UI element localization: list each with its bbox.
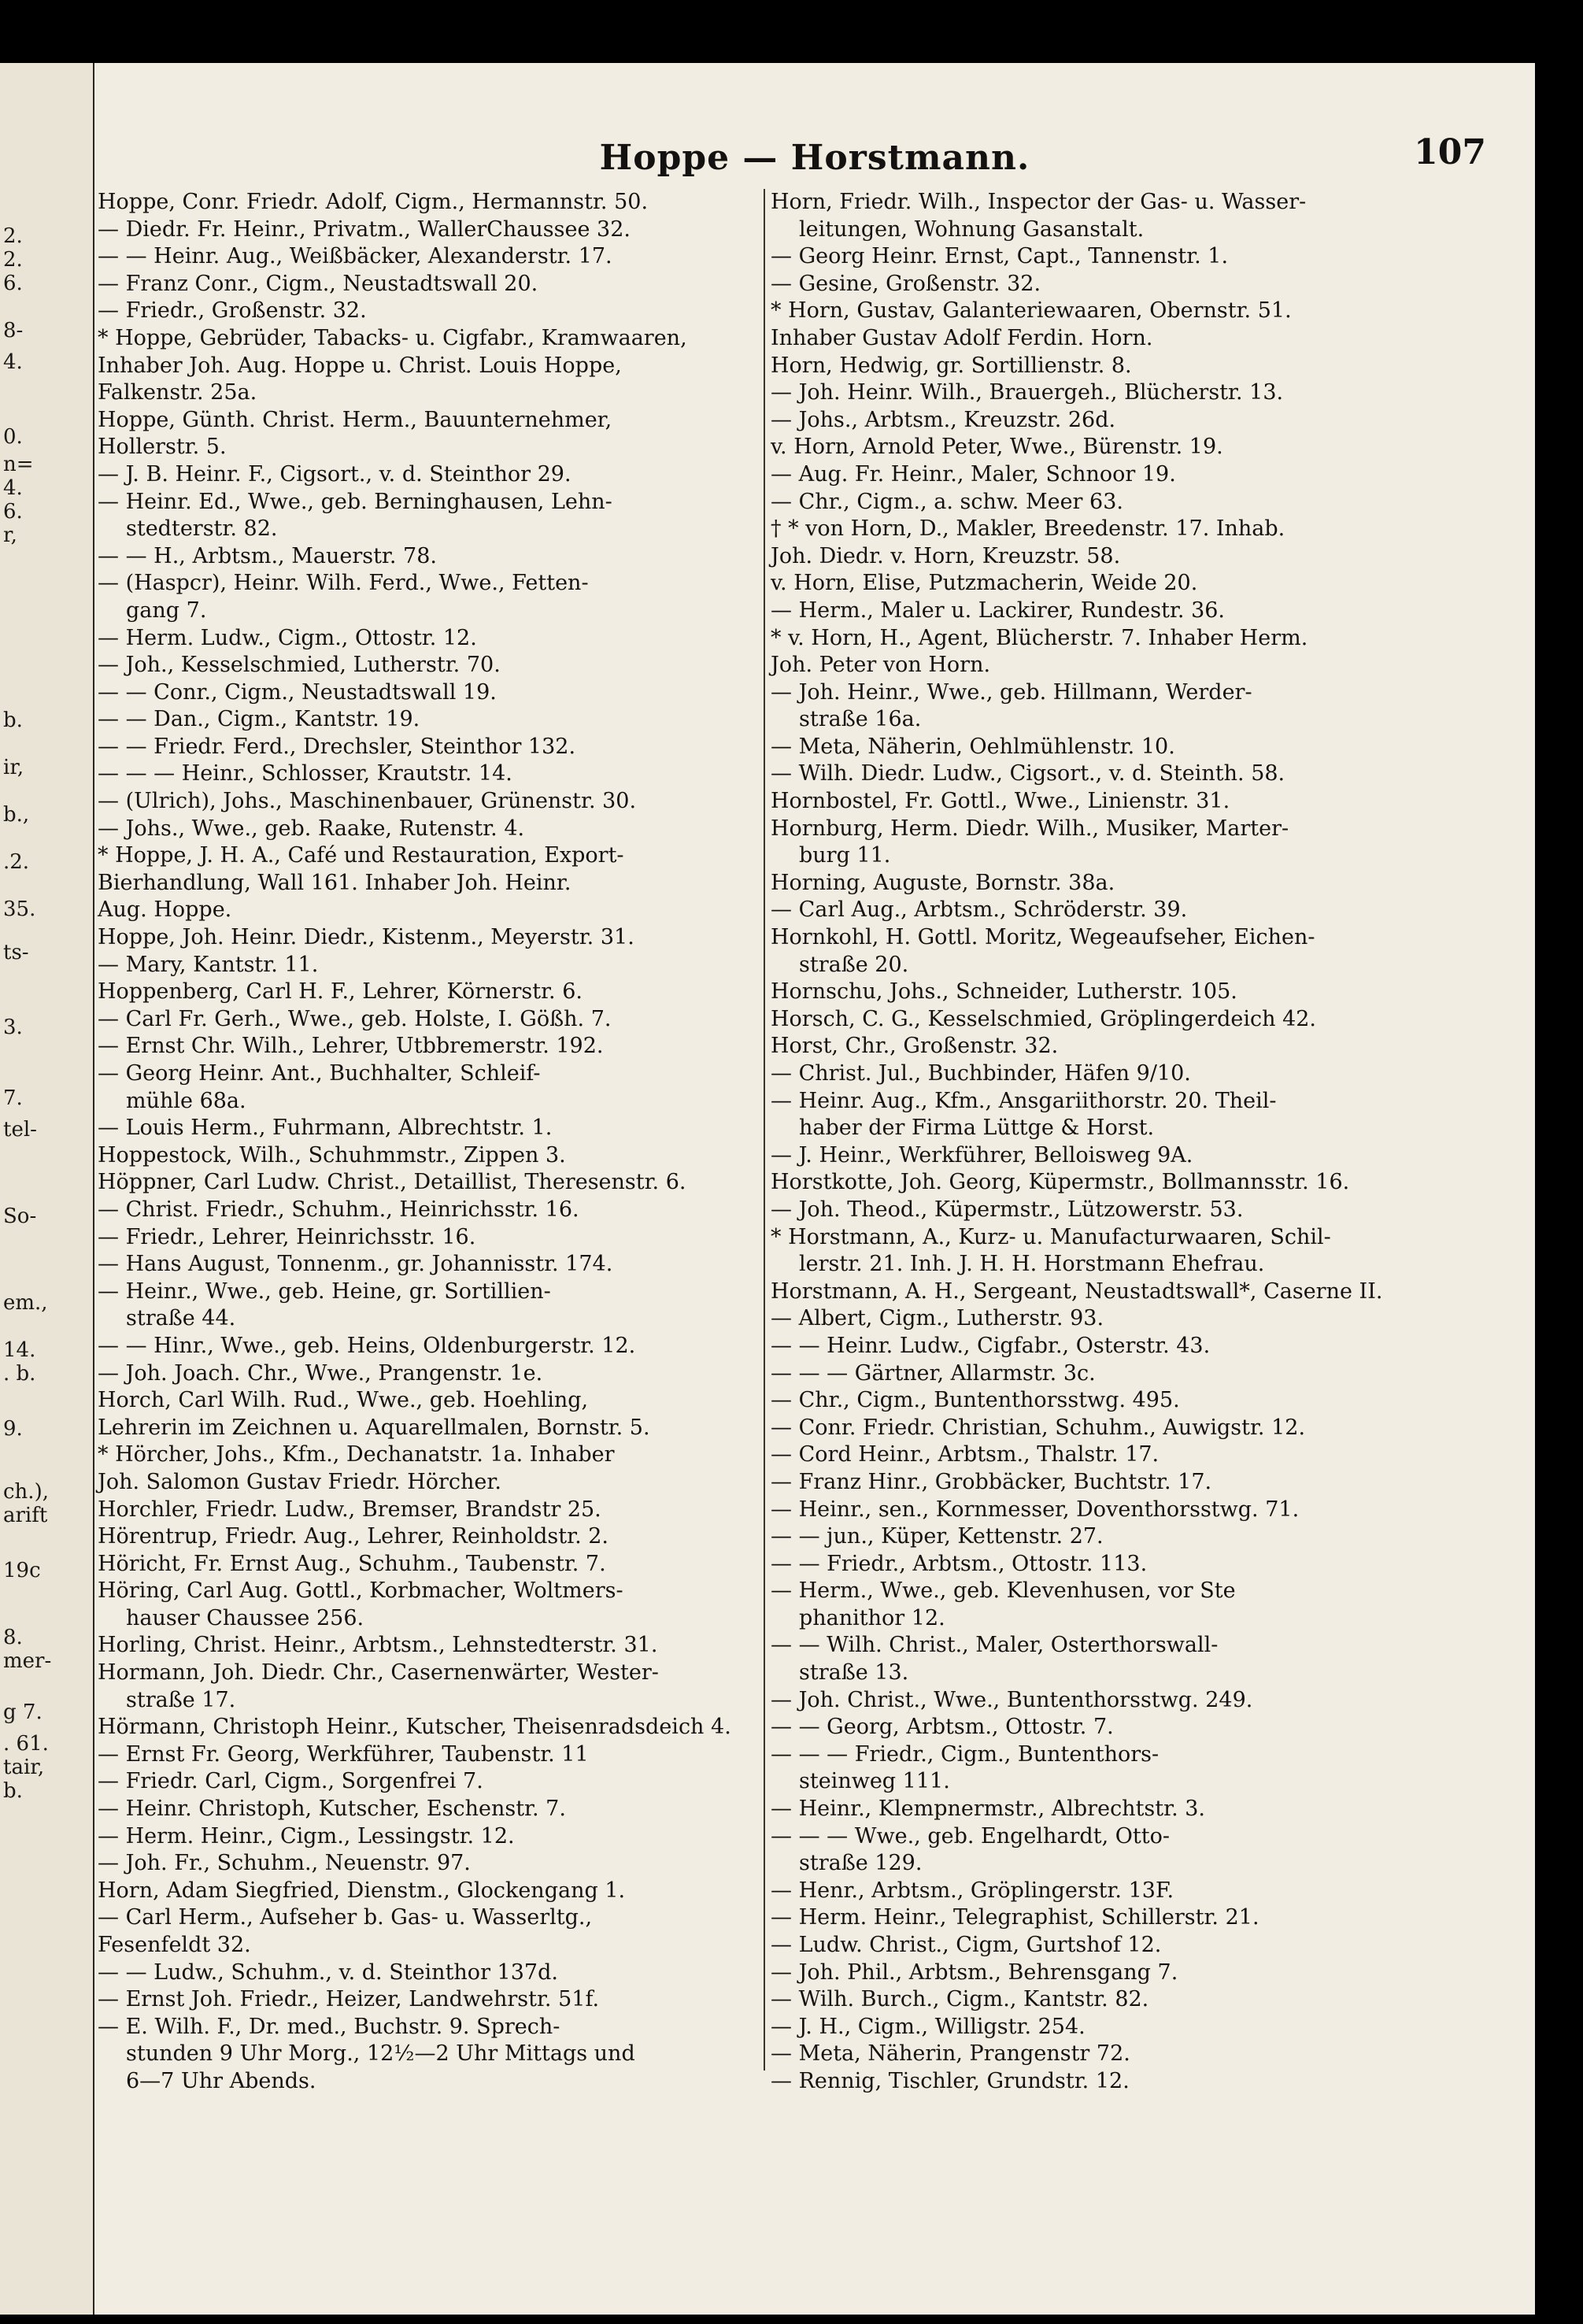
directory-entry-line: — J. Heinr., Werkführer, Belloisweg 9A. bbox=[771, 1142, 1193, 1168]
directory-entry-line: Hoppe, Günth. Christ. Herm., Bauunternehmer, bbox=[98, 407, 612, 432]
directory-entry-line: — — jun., Küper, Kettenstr. 27. bbox=[771, 1524, 1104, 1549]
directory-entry-line: Hormann, Joh. Diedr. Chr., Casernenwärter, Wester- bbox=[98, 1660, 659, 1686]
directory-entry-line: — Hans August, Tonnenm., gr. Johannisstr. 174. bbox=[98, 1252, 613, 1277]
directory-entry-line: — Heinr. Christoph, Kutscher, Eschenstr. 7. bbox=[98, 1797, 566, 1822]
sliver-text: 35. bbox=[3, 897, 36, 921]
directory-entry-line: gang 7. bbox=[126, 598, 207, 623]
directory-entry-line: — Cord Heinr., Arbtsm., Thalstr. 17. bbox=[771, 1442, 1160, 1467]
directory-entry-line: Fesenfeldt 32. bbox=[98, 1933, 251, 1957]
sliver-text: 4. bbox=[3, 476, 23, 500]
directory-entry-line: mühle 68a. bbox=[126, 1088, 246, 1113]
directory-entry-line: hauser Chaussee 256. bbox=[126, 1605, 364, 1630]
directory-entry-line: Joh. Salomon Gustav Friedr. Hörcher. bbox=[98, 1469, 501, 1494]
directory-entry-line: Horst, Chr., Großenstr. 32. bbox=[771, 1034, 1059, 1059]
directory-entry-line: — Heinr. Aug., Kfm., Ansgariithorstr. 20. Theil- bbox=[771, 1088, 1277, 1113]
page-number: 107 bbox=[1414, 132, 1486, 172]
directory-entry-line: Hornburg, Herm. Diedr. Wilh., Musiker, Marter- bbox=[771, 816, 1289, 841]
directory-entry-line: Aug. Hoppe. bbox=[98, 897, 232, 923]
sliver-text: 9. bbox=[3, 1417, 23, 1441]
sliver-text: 2. bbox=[3, 248, 23, 272]
directory-entry-line: straße 13. bbox=[799, 1660, 909, 1686]
directory-entry-line: Hörmann, Christoph Heinr., Kutscher, Theisenradsdeich 4. bbox=[98, 1715, 731, 1740]
directory-entry-line: Horling, Christ. Heinr., Arbtsm., Lehnstedterstr. 31. bbox=[98, 1633, 658, 1658]
directory-entry-line: — J. H., Cigm., Willigstr. 254. bbox=[771, 2014, 1086, 2039]
directory-entry-line: — Henr., Arbtsm., Gröplingerstr. 13F. bbox=[771, 1878, 1174, 1903]
directory-entry-line: Horch, Carl Wilh. Rud., Wwe., geb. Hoehling, bbox=[98, 1388, 589, 1413]
directory-entry-line: — Rennig, Tischler, Grundstr. 12. bbox=[771, 2068, 1130, 2093]
sliver-text: b. bbox=[3, 1779, 23, 1803]
directory-entry-line: — Herm., Wwe., geb. Klevenhusen, vor Ste bbox=[771, 1578, 1236, 1604]
directory-entry-line: — Chr., Cigm., Buntenthorsstwg. 495. bbox=[771, 1388, 1180, 1413]
directory-entry-line: — Joh. Heinr. Wilh., Brauergeh., Blücherstr. 13. bbox=[771, 380, 1284, 405]
sliver-text: ir, bbox=[3, 756, 24, 779]
sliver-text: b. bbox=[3, 709, 23, 732]
directory-entry-line: — Louis Herm., Fuhrmann, Albrechtstr. 1. bbox=[98, 1116, 553, 1141]
directory-entry-line: — — H., Arbtsm., Mauerstr. 78. bbox=[98, 543, 437, 568]
directory-entry-line: — E. Wilh. F., Dr. med., Buchstr. 9. Sprech- bbox=[98, 2014, 560, 2039]
directory-entry-line: Bierhandlung, Wall 161. Inhaber Joh. Heinr. bbox=[98, 870, 571, 895]
directory-page bbox=[94, 63, 1535, 2315]
directory-entry-line: — Wilh. Diedr. Ludw., Cigsort., v. d. Steinth. 58. bbox=[771, 761, 1285, 786]
directory-entry-line: — — Dan., Cigm., Kantstr. 19. bbox=[98, 707, 420, 732]
directory-entry-line: Hornkohl, H. Gottl. Moritz, Wegeaufseher, Eichen- bbox=[771, 925, 1315, 950]
directory-entry-line: — Christ. Jul., Buchbinder, Häfen 9/10. bbox=[771, 1061, 1191, 1086]
sliver-text: 0. bbox=[3, 425, 23, 449]
sliver-text: mer- bbox=[3, 1649, 52, 1673]
directory-entry-line: — (Haspcr), Heinr. Wilh. Ferd., Wwe., Fetten- bbox=[98, 571, 589, 596]
previous-page-edge bbox=[0, 63, 98, 2315]
directory-entry-line: — — — Heinr., Schlosser, Krautstr. 14. bbox=[98, 761, 512, 786]
sliver-text: 4. bbox=[3, 350, 23, 374]
directory-entry-line: Horsch, C. G., Kesselschmied, Gröplingerdeich 42. bbox=[771, 1006, 1317, 1031]
directory-entry-line: — Heinr., Wwe., geb. Heine, gr. Sortillien- bbox=[98, 1279, 551, 1304]
sliver-text: 8- bbox=[3, 319, 24, 342]
sliver-text: ts- bbox=[3, 941, 29, 964]
directory-entry-line: — — Wilh. Christ., Maler, Osterthorswall- bbox=[771, 1633, 1219, 1658]
directory-entry-line: — Joh. Heinr., Wwe., geb. Hillmann, Werder- bbox=[771, 679, 1252, 705]
directory-entry-line: Horning, Auguste, Bornstr. 38a. bbox=[771, 870, 1115, 895]
directory-entry-line: v. Horn, Arnold Peter, Wwe., Bürenstr. 19. bbox=[771, 435, 1223, 460]
directory-entry-line: — (Ulrich), Johs., Maschinenbauer, Grünenstr. 30. bbox=[98, 789, 637, 814]
directory-entry-line: — — — Friedr., Cigm., Buntenthors- bbox=[771, 1741, 1160, 1767]
directory-entry-line: Hoppestock, Wilh., Schuhmmstr., Zippen 3. bbox=[98, 1142, 566, 1168]
directory-entry-line: — — Heinr. Aug., Weißbäcker, Alexanderstr. 17. bbox=[98, 244, 612, 269]
directory-entry-line: — — Conr., Cigm., Neustadtswall 19. bbox=[98, 679, 497, 705]
directory-entry-line: — — Friedr., Arbtsm., Ottostr. 113. bbox=[771, 1551, 1148, 1576]
directory-entry-line: straße 16a. bbox=[799, 707, 922, 732]
directory-entry-line: Hollerstr. 5. bbox=[98, 435, 227, 460]
directory-entry-line: — Carl Herm., Aufseher b. Gas- u. Wasserltg., bbox=[98, 1905, 593, 1930]
directory-entry-line: — Ernst Fr. Georg, Werkführer, Taubenstr. 11 bbox=[98, 1741, 589, 1767]
page-header-title: Hoppe — Horstmann. bbox=[599, 138, 1030, 178]
directory-entry-line: — Friedr., Großenstr. 32. bbox=[98, 298, 367, 324]
directory-entry-line: — — — Gärtner, Allarmstr. 3c. bbox=[771, 1360, 1096, 1386]
directory-entry-line: — — — Wwe., geb. Engelhardt, Otto- bbox=[771, 1823, 1170, 1848]
directory-entry-line: — Herm. Heinr., Telegraphist, Schillerstr. 21. bbox=[771, 1905, 1259, 1930]
sliver-text: tel- bbox=[3, 1118, 37, 1142]
directory-entry-line: — Johs., Wwe., geb. Raake, Rutenstr. 4. bbox=[98, 816, 525, 841]
directory-entry-line: stedterstr. 82. bbox=[126, 516, 278, 542]
directory-entry-line: stunden 9 Uhr Morg., 12½—2 Uhr Mittags und bbox=[126, 2041, 635, 2067]
directory-entry-line: Hornbostel, Fr. Gottl., Wwe., Linienstr. 31. bbox=[771, 789, 1230, 814]
sliver-text: 6. bbox=[3, 500, 23, 524]
sliver-text: 14. bbox=[3, 1338, 36, 1362]
sliver-text: ch.), bbox=[3, 1480, 49, 1504]
sliver-text: tair, bbox=[3, 1756, 45, 1779]
directory-entry-line: — Diedr. Fr. Heinr., Privatm., WallerChaussee 32. bbox=[98, 216, 631, 242]
sliver-text: em., bbox=[3, 1291, 48, 1315]
directory-entry-line: † * von Horn, D., Makler, Breedenstr. 17. Inhab. bbox=[771, 516, 1285, 542]
left-column bbox=[94, 189, 765, 2093]
directory-entry-line: Höppner, Carl Ludw. Christ., Detaillist, Theresenstr. 6. bbox=[98, 1170, 686, 1195]
sliver-text: . b. bbox=[3, 1362, 36, 1386]
directory-entry-line: — Herm., Maler u. Lackirer, Rundestr. 36. bbox=[771, 598, 1226, 623]
directory-entry-line: — Carl Fr. Gerh., Wwe., geb. Holste, I. Gößh. 7. bbox=[98, 1006, 612, 1031]
directory-entry-line: — Aug. Fr. Heinr., Maler, Schnoor 19. bbox=[771, 461, 1176, 487]
directory-entry-line: — — Heinr. Ludw., Cigfabr., Osterstr. 43. bbox=[771, 1333, 1211, 1358]
sliver-text: n= bbox=[3, 453, 34, 476]
directory-entry-line: — Friedr. Carl, Cigm., Sorgenfrei 7. bbox=[98, 1769, 483, 1794]
directory-entry-line: burg 11. bbox=[799, 843, 891, 868]
directory-entry-line: Horchler, Friedr. Ludw., Bremser, Brandstr 25. bbox=[98, 1497, 601, 1522]
directory-entry-line: phanithor 12. bbox=[799, 1605, 945, 1630]
directory-entry-line: — Gesine, Großenstr. 32. bbox=[771, 271, 1041, 296]
directory-entry-line: Horstmann, A. H., Sergeant, Neustadtswall*, Caserne II. bbox=[771, 1279, 1383, 1304]
directory-entry-line: — Ernst Joh. Friedr., Heizer, Landwehrstr. 51f. bbox=[98, 1987, 600, 2012]
directory-entry-line: — Meta, Näherin, Oehlmühlenstr. 10. bbox=[771, 734, 1175, 759]
directory-entry-line: 6—7 Uhr Abends. bbox=[126, 2068, 316, 2093]
directory-entry-line: * v. Horn, H., Agent, Blücherstr. 7. Inhaber Herm. bbox=[771, 625, 1308, 650]
directory-entry-line: — Ludw. Christ., Cigm, Gurtshof 12. bbox=[771, 1933, 1162, 1957]
directory-entry-line: — Christ. Friedr., Schuhm., Heinrichsstr. 16. bbox=[98, 1197, 579, 1222]
directory-entry-line: — Wilh. Burch., Cigm., Kantstr. 82. bbox=[771, 1987, 1149, 2012]
directory-entry-line: lerstr. 21. Inh. J. H. H. Horstmann Ehefrau. bbox=[799, 1252, 1265, 1277]
directory-entry-line: — Johs., Arbtsm., Kreuzstr. 26d. bbox=[771, 407, 1116, 432]
directory-entry-line: — Joh. Phil., Arbtsm., Behrensgang 7. bbox=[771, 1959, 1178, 1985]
directory-entry-line: straße 44. bbox=[126, 1306, 236, 1331]
sliver-text: 6. bbox=[3, 272, 23, 295]
directory-entry-line: Inhaber Gustav Adolf Ferdin. Horn. bbox=[771, 325, 1153, 350]
directory-entry-line: Inhaber Joh. Aug. Hoppe u. Christ. Louis Hoppe, bbox=[98, 353, 622, 378]
directory-entry-line: * Hoppe, Gebrüder, Tabacks- u. Cigfabr., Kramwaaren, bbox=[98, 325, 687, 350]
sliver-text: g 7. bbox=[3, 1700, 43, 1724]
sliver-text: 2. bbox=[3, 224, 23, 248]
sliver-text: 19c bbox=[3, 1559, 41, 1582]
directory-entry-line: v. Horn, Elise, Putzmacherin, Weide 20. bbox=[771, 571, 1198, 596]
directory-entry-line: Lehrerin im Zeichnen u. Aquarellmalen, Bornstr. 5. bbox=[98, 1415, 650, 1440]
sliver-text: . 61. bbox=[3, 1732, 49, 1756]
directory-entry-line: Höring, Carl Aug. Gottl., Korbmacher, Woltmers- bbox=[98, 1578, 623, 1604]
directory-entry-line: — — Ludw., Schuhm., v. d. Steinthor 137d. bbox=[98, 1959, 558, 1985]
directory-entry-line: straße 129. bbox=[799, 1851, 923, 1876]
directory-entry-line: — Herm. Heinr., Cigm., Lessingstr. 12. bbox=[98, 1823, 515, 1848]
sliver-text: 7. bbox=[3, 1086, 23, 1110]
directory-entry-line: — — Friedr. Ferd., Drechsler, Steinthor 132. bbox=[98, 734, 576, 759]
directory-entry-line: * Hörcher, Johs., Kfm., Dechanatstr. 1a. Inhaber bbox=[98, 1442, 615, 1467]
directory-entry-line: Horn, Adam Siegfried, Dienstm., Glockengang 1. bbox=[98, 1878, 626, 1903]
directory-entry-line: — Herm. Ludw., Cigm., Ottostr. 12. bbox=[98, 625, 477, 650]
directory-entry-line: Hoppe, Joh. Heinr. Diedr., Kistenm., Meyerstr. 31. bbox=[98, 925, 634, 950]
directory-entry-line: straße 20. bbox=[799, 952, 909, 977]
right-column bbox=[767, 189, 1531, 2096]
directory-entry-line: Joh. Diedr. v. Horn, Kreuzstr. 58. bbox=[771, 543, 1121, 568]
directory-entry-line: leitungen, Wohnung Gasanstalt. bbox=[799, 216, 1145, 242]
directory-entry-line: — Friedr., Lehrer, Heinrichsstr. 16. bbox=[98, 1224, 476, 1249]
directory-entry-line: * Horn, Gustav, Galanteriewaaren, Obernstr. 51. bbox=[771, 298, 1292, 324]
directory-entry-line: Hörentrup, Friedr. Aug., Lehrer, Reinholdstr. 2. bbox=[98, 1524, 608, 1549]
directory-entry-line: — — Hinr., Wwe., geb. Heins, Oldenburgerstr. 12. bbox=[98, 1333, 636, 1358]
directory-entry-line: Horn, Friedr. Wilh., Inspector der Gas- u. Wasser- bbox=[771, 190, 1307, 214]
directory-entry-line: — Joh. Christ., Wwe., Buntenthorsstwg. 249. bbox=[771, 1687, 1253, 1712]
directory-entry-line: — Joh., Kesselschmied, Lutherstr. 70. bbox=[98, 653, 501, 678]
directory-entry-line: Horn, Hedwig, gr. Sortillienstr. 8. bbox=[771, 353, 1132, 378]
directory-entry-line: — — Georg, Arbtsm., Ottostr. 7. bbox=[771, 1715, 1114, 1740]
sliver-text: b., bbox=[3, 803, 30, 827]
directory-entry-line: — Heinr., Klempnermstr., Albrechtstr. 3. bbox=[771, 1797, 1205, 1822]
directory-entry-line: — Heinr. Ed., Wwe., geb. Berninghausen, Lehn- bbox=[98, 489, 612, 514]
directory-entry-line: steinweg 111. bbox=[799, 1769, 950, 1794]
directory-entry-line: — Mary, Kantstr. 11. bbox=[98, 952, 319, 977]
sliver-text: .2. bbox=[3, 850, 30, 874]
directory-entry-line: — Albert, Cigm., Lutherstr. 93. bbox=[771, 1306, 1104, 1331]
directory-entry-line: straße 17. bbox=[126, 1687, 236, 1712]
directory-entry-line: — Ernst Chr. Wilh., Lehrer, Utbbremerstr. 192. bbox=[98, 1034, 604, 1059]
directory-entry-line: — Meta, Näherin, Prangenstr 72. bbox=[771, 2041, 1130, 2067]
directory-entry-line: — Joh. Theod., Küpermstr., Lützowerstr. 53. bbox=[771, 1197, 1244, 1222]
directory-entry-line: Falkenstr. 25a. bbox=[98, 380, 257, 405]
directory-entry-line: Joh. Peter von Horn. bbox=[771, 653, 991, 678]
directory-entry-line: — Georg Heinr. Ant., Buchhalter, Schleif- bbox=[98, 1061, 541, 1086]
directory-entry-line: — Franz Hinr., Grobbäcker, Buchtstr. 17. bbox=[771, 1469, 1212, 1494]
directory-entry-line: — J. B. Heinr. F., Cigsort., v. d. Steinthor 29. bbox=[98, 461, 571, 487]
directory-entry-line: — Franz Conr., Cigm., Neustadtswall 20. bbox=[98, 271, 538, 296]
directory-entry-line: Hoppenberg, Carl H. F., Lehrer, Körnerstr. 6. bbox=[98, 979, 583, 1005]
directory-entry-line: — Carl Aug., Arbtsm., Schröderstr. 39. bbox=[771, 897, 1188, 923]
directory-entry-line: Horstkotte, Joh. Georg, Küpermstr., Bollmannsstr. 16. bbox=[771, 1170, 1350, 1195]
sliver-text: 8. bbox=[3, 1626, 23, 1649]
sliver-text: r, bbox=[3, 524, 17, 547]
directory-entry-line: — Chr., Cigm., a. schw. Meer 63. bbox=[771, 489, 1123, 514]
directory-entry-line: * Horstmann, A., Kurz- u. Manufacturwaaren, Schil- bbox=[771, 1224, 1331, 1249]
sliver-text: So- bbox=[3, 1205, 37, 1228]
directory-entry-line: — Heinr., sen., Kornmesser, Doventhorsstwg. 71. bbox=[771, 1497, 1300, 1522]
directory-entry-line: — Georg Heinr. Ernst, Capt., Tannenstr. 1. bbox=[771, 244, 1229, 269]
directory-entry-line: Hoppe, Conr. Friedr. Adolf, Cigm., Hermannstr. 50. bbox=[98, 190, 649, 214]
sliver-text: 3. bbox=[3, 1016, 23, 1039]
directory-entry-line: * Hoppe, J. H. A., Café und Restauration, Export- bbox=[98, 843, 624, 868]
directory-entry-line: — Joh. Joach. Chr., Wwe., Prangenstr. 1e. bbox=[98, 1360, 543, 1386]
directory-entry-line: haber der Firma Lüttge & Horst. bbox=[799, 1116, 1155, 1141]
directory-entry-line: — Conr. Friedr. Christian, Schuhm., Auwigstr. 12. bbox=[771, 1415, 1306, 1440]
directory-entry-line: Höricht, Fr. Ernst Aug., Schuhm., Taubenstr. 7. bbox=[98, 1551, 606, 1576]
directory-entry-line: Hornschu, Johs., Schneider, Lutherstr. 105. bbox=[771, 979, 1237, 1005]
directory-entry-line: — Joh. Fr., Schuhm., Neuenstr. 97. bbox=[98, 1851, 471, 1876]
sliver-text: arift bbox=[3, 1504, 48, 1527]
